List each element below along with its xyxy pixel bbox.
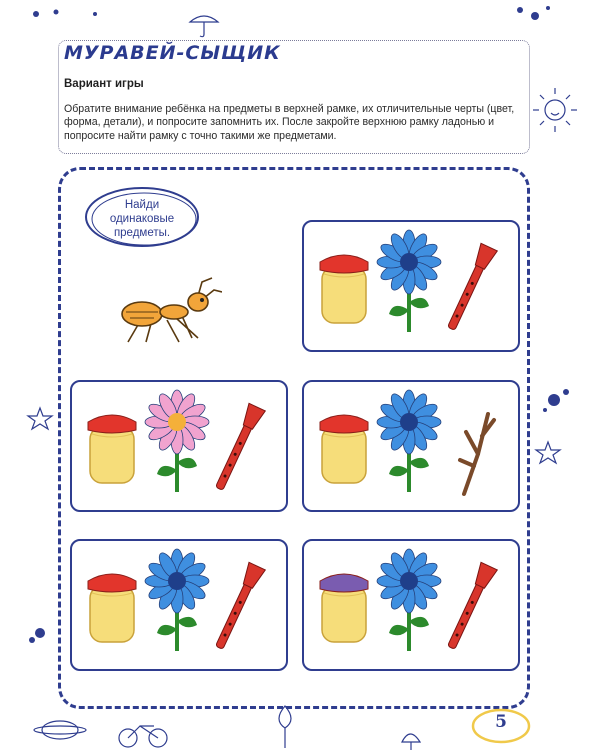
page-number: 5: [495, 712, 507, 732]
sun-doodle-icon: [533, 88, 577, 132]
flower-icon: [377, 390, 441, 492]
card-option-1[interactable]: [70, 380, 288, 512]
instructions-text: Обратите внимание ребёнка на предметы в верхней рамке, их отличительные черты (цвет, форма, детали), и попросите запомнить их. После закройте верхнюю рамку ладонью и попросите найти рамку с точно такими же предметами.: [64, 103, 515, 142]
trumpet-icon: [443, 243, 497, 332]
card-option-2[interactable]: [302, 380, 520, 512]
card-option-4[interactable]: [302, 539, 520, 671]
card-items: [304, 382, 518, 510]
page-title: МУРАВЕЙ-СЫЩИК: [64, 42, 281, 64]
card-reference[interactable]: [302, 220, 520, 352]
card-items: [304, 541, 518, 669]
trumpet-icon: [211, 562, 265, 651]
honey-jar-icon: [320, 415, 368, 483]
honey-jar-icon: [88, 415, 136, 483]
honey-jar-icon: [320, 574, 368, 642]
flower-icon: [145, 390, 209, 492]
twig-icon: [460, 414, 494, 494]
flower-icon: [145, 549, 209, 651]
trumpet-icon: [211, 403, 265, 492]
trumpet-icon: [443, 562, 497, 651]
flower-icon: [377, 230, 441, 332]
section-subtitle: Вариант игры: [64, 78, 144, 90]
card-items: [304, 222, 518, 350]
card-items: [72, 382, 286, 510]
honey-jar-icon: [88, 574, 136, 642]
honey-jar-icon: [320, 255, 368, 323]
card-option-3[interactable]: [70, 539, 288, 671]
ant-illustration: [112, 270, 222, 350]
card-items: [72, 541, 286, 669]
bubble-text: Найди одинаковые предметы.: [109, 199, 175, 239]
flower-icon: [377, 549, 441, 651]
